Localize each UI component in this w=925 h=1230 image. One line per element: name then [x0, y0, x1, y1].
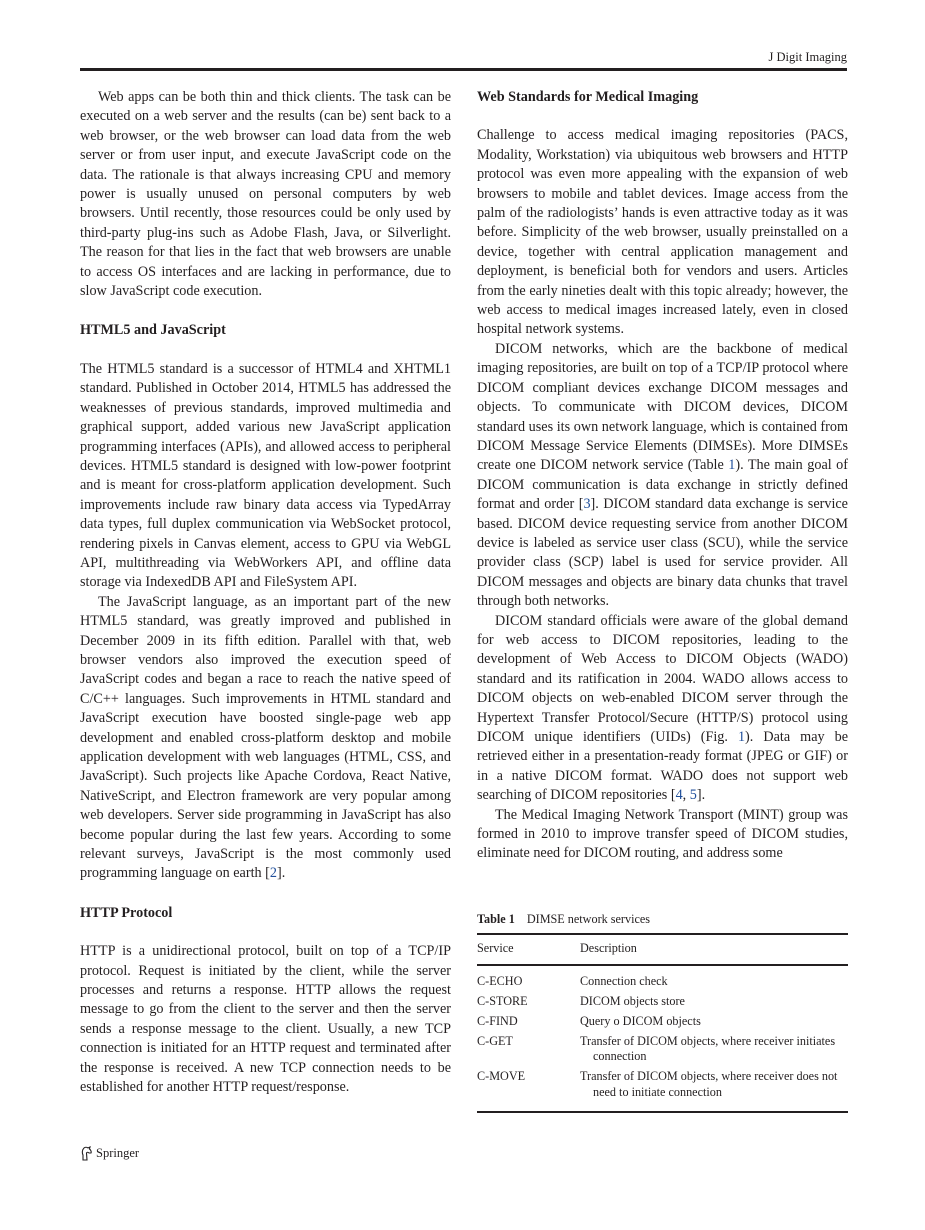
- table-label: Table 1: [477, 912, 515, 926]
- paragraph: Challenge to access medical imaging repositories (PACS, Modality, Workstation) via ubiquitous web browsers and HTTP protocol was even more appealing with the expansion of web browsers to mobile and tablet devices. Image access from the palm of the radiologists’ hands is even attractive today as it was before. Simplicity of the web browser, usually preinstalled on a device, together with central application management and deployment, is beneficial both for vendors and users. Articles from the early nineties dealt with this topic already; however, the web access to medical images increased lately, even in closed hospital network systems.: [477, 127, 848, 338]
- header-rule: [80, 68, 847, 71]
- table-reference-link[interactable]: 1: [728, 457, 736, 474]
- springer-horse-icon: [80, 1146, 93, 1161]
- citation-link[interactable]: 5: [689, 787, 697, 804]
- column-header: Description: [580, 941, 637, 955]
- table-row: [477, 1034, 848, 1065]
- table-cell: C-MOVE: [477, 1069, 526, 1083]
- table-title: DIMSE network services: [526, 912, 651, 926]
- paragraph: Web apps can be both thin and thick clients. The task can be executed on a web server and the results (can be) sent back to a web browser, or the web browser can load data from the web server or from user input, and execute JavaScript code on the data. The rationale is that always increasing CPU and memory power is usually unused on personal computers by web browsers. Until recently, those resources could be only used by third-party plug-ins such as Adobe Flash, Java, or Silverlight. The reason for that lies in the fact that web browsers are unable to access OS interfaces and are lacking in performance, due to slow JavaScript code execution.: [80, 89, 451, 300]
- table-header-row: [477, 935, 848, 964]
- running-header: J Digit Imaging: [768, 50, 847, 64]
- table-cell: C-FIND: [477, 1013, 518, 1028]
- table-cell: DICOM objects store: [580, 993, 685, 1008]
- table-row: [477, 1014, 848, 1030]
- paragraph: DICOM standard officials were aware of the global demand for web access to DICOM repositories, leading to the development of Web Access to DICOM Objects (WADO) standard and its ratification in 2004. WADO allows access to DICOM objects on web-enabled DICOM server through the Hypertext Transfer Protocol/Secure (HTTP/S) protocol using DICOM unique identifiers (UIDs) (Fig. 1). Data may be retrieved either in a presentation-ready format (JPEG or GIF) or in a native DICOM format. WADO does not support web searching of DICOM repositories [4, 5].: [477, 612, 848, 804]
- table-cell: C-STORE: [477, 993, 528, 1008]
- figure-reference-link[interactable]: 1: [737, 729, 746, 745]
- table-body: [477, 966, 848, 1111]
- table-rule-bottom: [477, 1111, 848, 1113]
- table-row: [477, 1069, 848, 1100]
- publisher-footer: [80, 1146, 139, 1161]
- table-cell: Connection check: [580, 973, 668, 988]
- left-column: [80, 88, 451, 1098]
- table-1: [477, 912, 848, 1113]
- section-heading: HTTP Protocol: [80, 904, 173, 921]
- section-heading: HTML5 and JavaScript: [80, 322, 226, 339]
- section-heading: Web Standards for Medical Imaging: [477, 89, 699, 105]
- table-cell: Transfer of DICOM objects, where receiver initiates connection: [580, 1033, 836, 1063]
- table-caption: [477, 912, 848, 927]
- right-column: [477, 88, 848, 864]
- table-cell: Query o DICOM objects: [580, 1013, 701, 1028]
- table-cell: C-ECHO: [477, 973, 523, 988]
- table-row: [477, 994, 848, 1010]
- paragraph: The JavaScript language, as an important part of the new HTML5 standard, was greatly improved and published in December 2009 in its fifth edition. Parallel with that, web browser vendors also improved the execution speed of JavaScript codes and began a race to reach the native speed of C/C++ languages. Such improvements in HTML standard and JavaScript execution have boosted single-page web app development and enabled cross-platform desktop and mobile application development with web languages (HTML, CSS, and JavaScript). Such projects like Apache Cordova, React Native, NativeScript, and Electron framework are very popular among web developers. Server side programming in JavaScript has also become popular during the last few years. According to some relevant surveys, JavaScript is the most commonly used programming language on earth [2].: [80, 593, 451, 882]
- paragraph: HTTP is a unidirectional protocol, built on top of a TCP/IP protocol. Request is initiated by the client, while the server processes and returns a response. HTTP allows the request message to go from the client to the server and then the server sends a response message to the client. Usually, a new TCP connection is initiated for an HTTP request and terminated after the response is received. A new TCP connection needs to be established for another HTTP request/response.: [80, 943, 451, 1096]
- paragraph: The Medical Imaging Network Transport (MINT) group was formed in 2010 to improve transfer speed of DICOM studies, eliminate need for DICOM routing, and address some: [477, 806, 848, 862]
- citation-link[interactable]: 3: [583, 496, 591, 513]
- table-cell: C-GET: [477, 1033, 513, 1048]
- paragraph: DICOM networks, which are the backbone of medical imaging repositories, are built on top of a TCP/IP protocol where DICOM compliant devices exchange DICOM messages and objects. To communicate with DICOM devices, DICOM standard uses its own network language, which is contained from DICOM Message Service Elements (DIMSEs). More DIMSEs create one DICOM network service (Table 1). The main goal of DICOM communication is data exchange in strictly defined format and order [3]. DICOM standard data exchange is service based. DICOM device requesting service from another DICOM device is labeled as service user class (SCU), while the service provider class (SCP) label is used for service provider. All DICOM messages and objects are binary data chunks that travel through both networks.: [477, 340, 849, 610]
- citation-link[interactable]: 2: [269, 865, 277, 882]
- citation-link[interactable]: 4: [675, 787, 683, 804]
- paragraph: The HTML5 standard is a successor of HTML4 and XHTML1 standard. Published in October 2014, HTML5 has addressed the weaknesses of previous standards, improved multimedia and graphical support, added various new JavaScript application programming interfaces (APIs), and allowed access to peripheral devices. HTML5 standard is designed with low-power footprint and is meant for cross-platform application development. Such improvements include raw binary data access via TypedArray data types, full duplex communication via WebSocket protocol, rendering pixels in Canvas element, access to GPU via WebGL API, multithreading via WebWorkers API, and offline data storage via IndexedDB API and FileSystem API.: [80, 360, 451, 591]
- column-header: Service: [477, 941, 514, 955]
- table-row: [477, 974, 848, 990]
- table-cell: Transfer of DICOM objects, where receiver does not need to initiate connection: [580, 1069, 838, 1099]
- publisher-name: Springer: [96, 1146, 140, 1160]
